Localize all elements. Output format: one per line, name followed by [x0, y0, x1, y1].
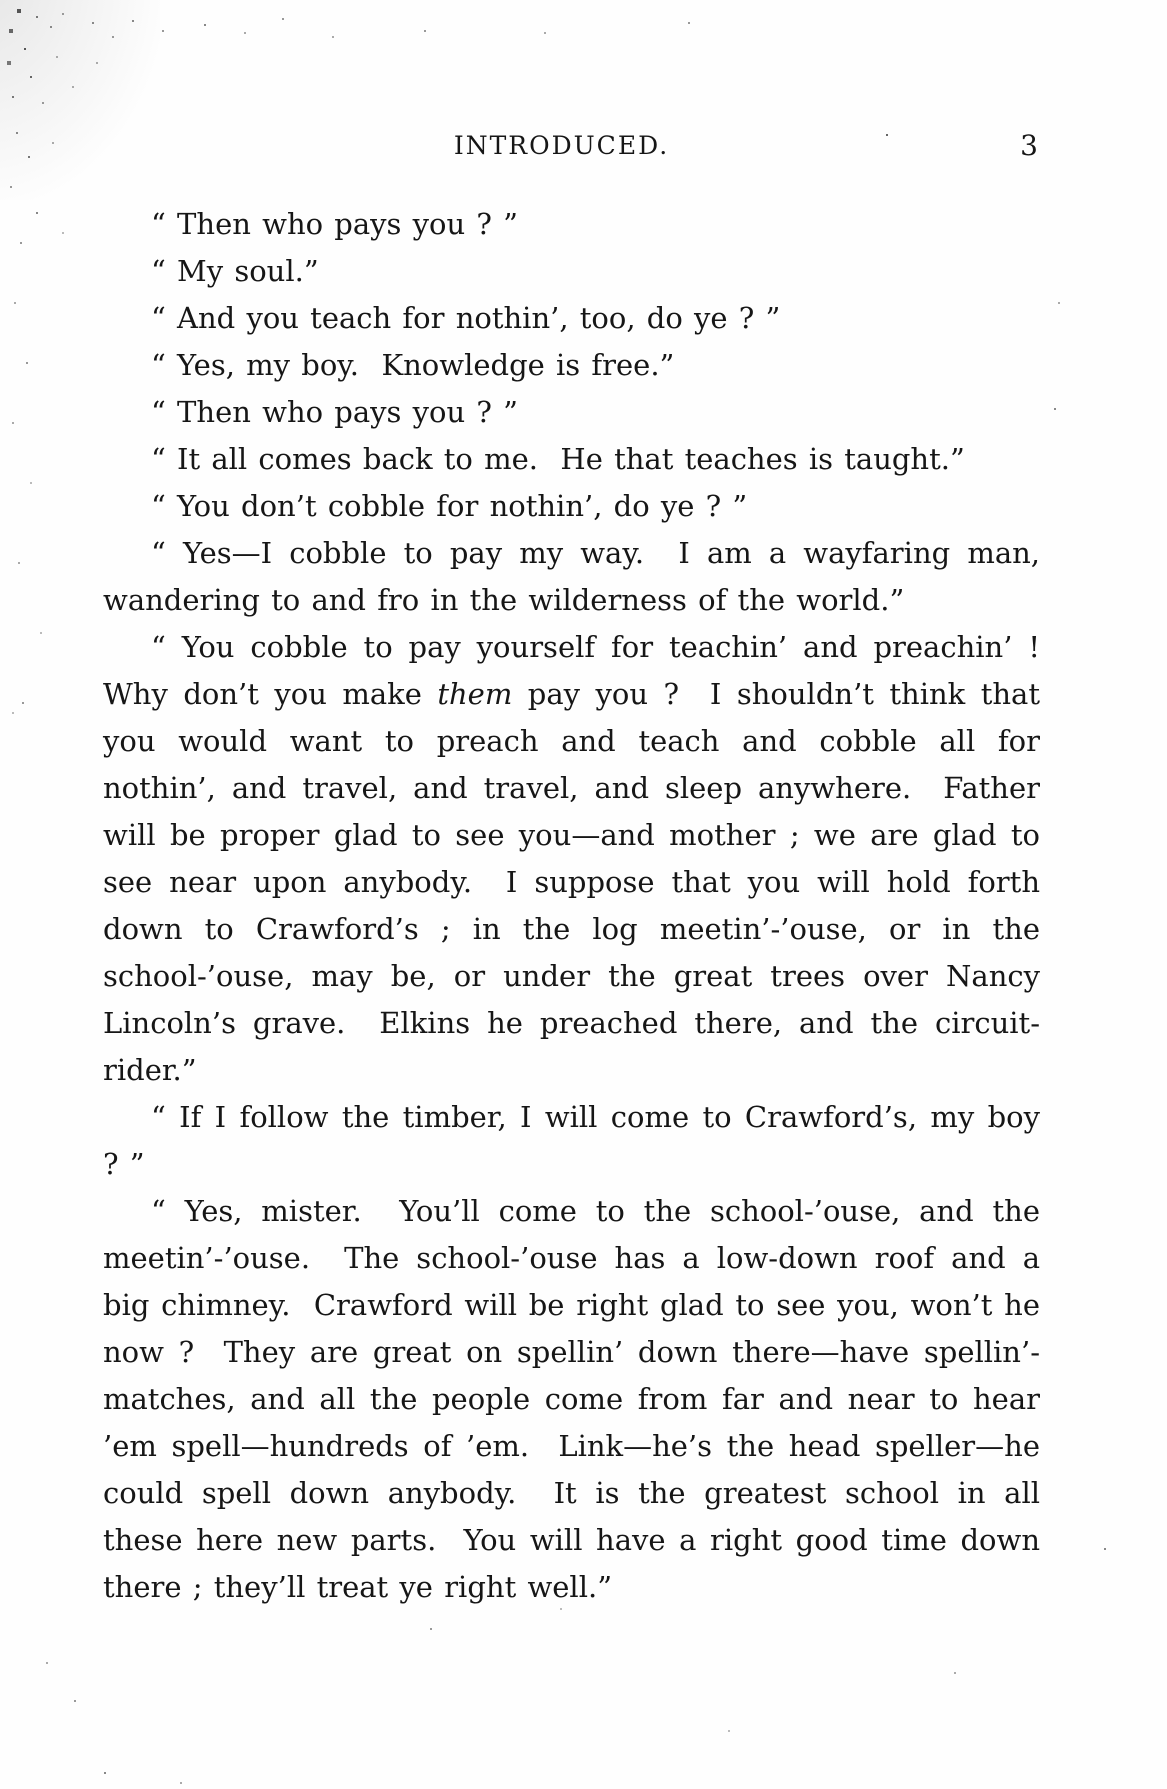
page-number: 3: [1020, 129, 1038, 162]
paragraph: [103, 1188, 1052, 1611]
paragraph: [103, 342, 1040, 389]
text-segment: “ Then who pays you ? ”: [151, 207, 518, 241]
paragraph: [103, 248, 1040, 295]
body-text: [103, 201, 1052, 1611]
text-segment: “ Then who pays you ? ”: [151, 395, 518, 429]
running-title: INTRODUCED.: [453, 131, 670, 160]
text-segment: “ Yes, mister. You’ll come to the school-’ouse, and the meetin’-’ouse. The school-’ouse has a low-down roof and a big chimney. Crawford will be right glad to see you, won’t he now ? They are great on spellin’ down there—have spellin’-matches, and all the people come from far and near to hear ’em spell—hundreds of ’em. Link—he’s the head speller—he could spell down anybody. It is the greatest school in all these here new parts. You will have a right good time down there ; they’ll treat ye right well.”: [103, 1194, 1052, 1604]
text-segment: pay you ? I shouldn’t think that you would want to preach and teach and cobble all for nothin’, and travel, and travel, and sleep anywhere. Father will be proper glad to see you—and mother ; we are glad to see near upon anybody. I suppose that you will hold forth down to Crawford’s ; in the log meetin’-’ouse, or in the school-’ouse, may be, or under the great trees over Nancy Lincoln’s grave. Elkins he preached there, and the circuit-rider.”: [103, 677, 1052, 1087]
paragraph: [103, 624, 1052, 1094]
paragraph: [103, 1094, 1052, 1188]
scan-noise: [0, 0, 2, 2]
text-segment: “ You cobble to pay yourself for teachin’ and preachin’ ! Why don’t you make: [103, 630, 1052, 711]
paragraph: [103, 201, 1040, 248]
text-segment: “ It all comes back to me. He that teaches is taught.”: [151, 442, 965, 476]
text-segment: “ If I follow the timber, I will come to Crawford’s, my boy ? ”: [103, 1100, 1052, 1181]
text-segment: “ Yes, my boy. Knowledge is free.”: [151, 348, 675, 382]
text-segment: “ You don’t cobble for nothin’, do ye ? ”: [151, 489, 748, 523]
text-segment: “ My soul.”: [151, 254, 319, 288]
paragraph: [103, 389, 1040, 436]
paragraph: [103, 483, 1040, 530]
italic-text: them: [437, 677, 513, 711]
paragraph: [103, 436, 1040, 483]
paragraph: [103, 530, 1052, 624]
paragraph: [103, 295, 1040, 342]
text-segment: “ And you teach for nothin’, too, do ye ? ”: [151, 301, 781, 335]
scan-smudge: [0, 0, 160, 200]
text-segment: “ Yes—I cobble to pay my way. I am a wayfaring man, wandering to and fro in the wilderness of the world.”: [103, 536, 1052, 617]
page-header: [103, 130, 1040, 170]
